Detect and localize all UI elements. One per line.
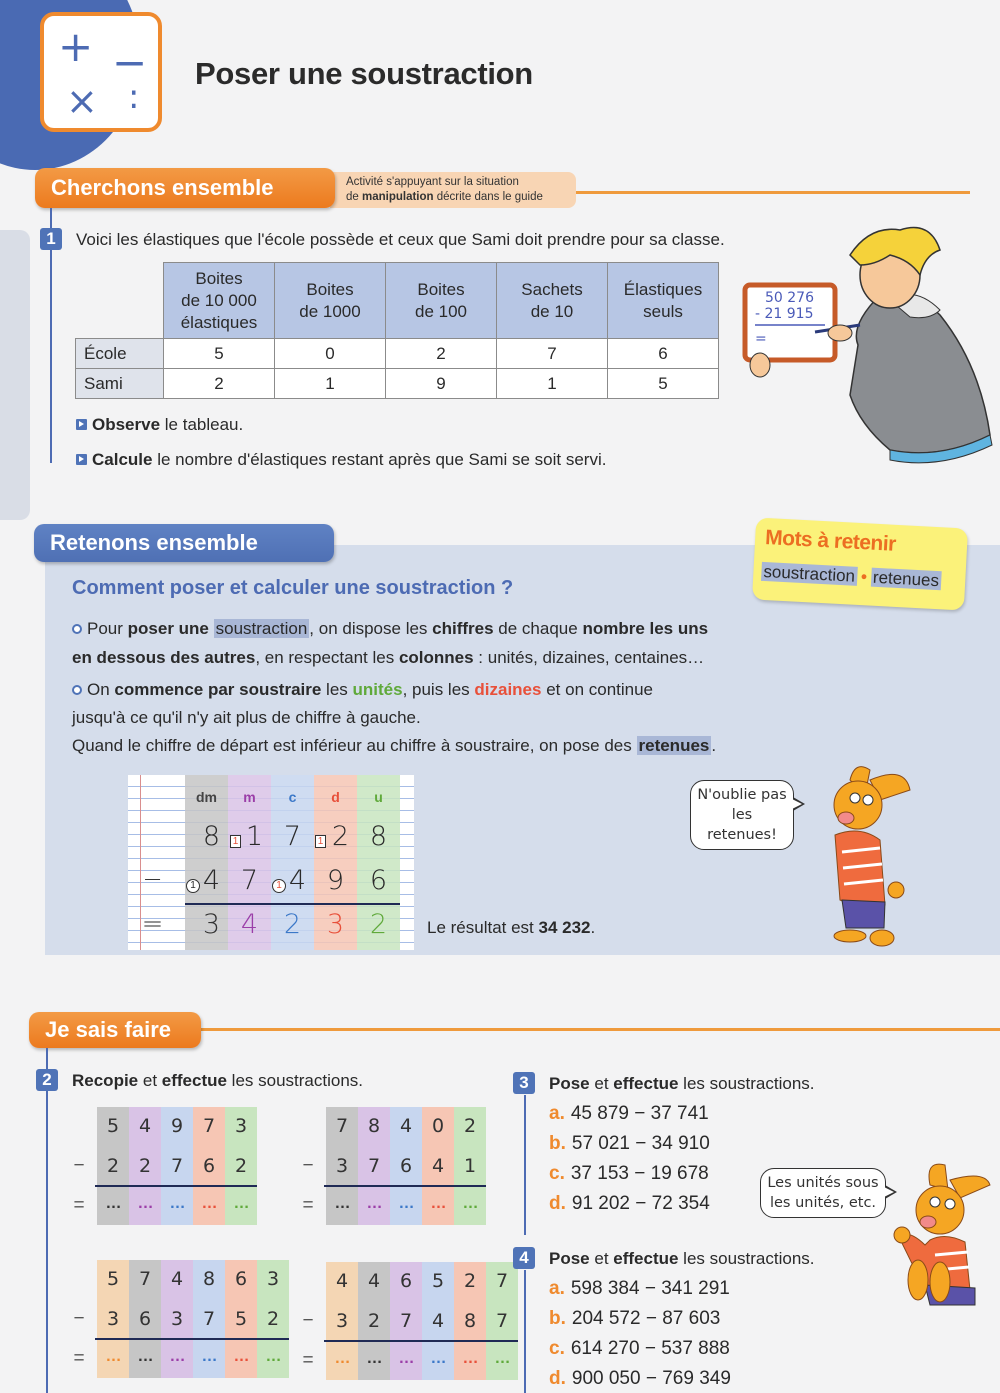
answer-placeholder: … [430,1195,446,1212]
times-icon: × [66,79,98,123]
digit: 4 [335,1270,349,1292]
digit: 3 [335,1310,349,1332]
answer-placeholder: … [169,1348,185,1365]
answer-placeholder: … [233,1195,249,1212]
instruction-observe: Observe le tableau. [76,415,243,435]
minus-sign: − [73,1155,85,1176]
equals-sign: = [73,1195,85,1216]
digit: 8 [367,1115,381,1137]
boy-with-slate-illustration [740,225,1000,465]
digit: 6 [399,1155,413,1177]
header-c: c [288,789,297,805]
answer-placeholder: … [462,1350,478,1367]
speech-bubble-unites: Les unités sous les unités, etc. [760,1168,886,1218]
exercise-number-4: 4 [513,1247,535,1269]
exercise-3-instruction: Pose et effectue les soustractions. [549,1074,815,1093]
digit: 4 [399,1115,413,1137]
digit: 2 [367,1310,381,1332]
result-rule [95,1338,289,1340]
answer-placeholder: … [398,1195,414,1212]
list-item: b. 204 572 − 87 603 [549,1308,721,1329]
digit: 7 [495,1310,509,1332]
digit: 5 [431,1270,445,1292]
table-row: École 5 0 2 7 6 [76,339,719,369]
exercise-rail [46,1048,48,1393]
answer-placeholder: … [105,1348,121,1365]
digit: 9 [170,1115,184,1137]
answer-placeholder: … [334,1350,350,1367]
digit: 7 [138,1268,152,1290]
exercise-3-list [549,1099,710,1219]
exercise-number-3: 3 [513,1072,535,1094]
rabbit-thinking-illustration [810,760,920,950]
digit: 3 [234,1115,248,1137]
section-divider [190,1028,1000,1031]
equals-sign: = [73,1348,85,1369]
digit: 3 [106,1308,120,1330]
rule-paragraph-2: On commence par soustraire les unités, puis les dizaines et on continue jusqu'à ce qu'il n'y ait plus de chiffre à gauche. Quand le chiffre de départ est inférieur au chiffre à soustraire, on pose des retenues . [72,680,717,755]
answer-placeholder: … [334,1195,350,1212]
rabbit-sitting-illustration [890,1160,1000,1310]
digit: 2 [463,1115,477,1137]
minus-sign: − [302,1310,314,1331]
digit: 3 [266,1268,280,1290]
exercise-2-instruction: Recopie et effectue les soustractions. [72,1071,364,1090]
answer-placeholder: … [398,1350,414,1367]
slate-line-1: 50 276 [765,290,814,306]
exercise-4-list [549,1274,731,1393]
digit: 6 [234,1268,248,1290]
result-rule [324,1185,486,1187]
section-tag-je-sais-faire: Je sais faire [29,1012,201,1048]
answer-placeholder: … [366,1350,382,1367]
answer-placeholder: … [201,1195,217,1212]
carry-box: 1 [315,835,326,848]
keyword-soustraction: soustraction [762,561,856,586]
exercise-4-instruction: Pose et effectue les soustractions. [549,1249,815,1268]
digit: 8 [463,1310,477,1332]
elastics-table [75,262,719,399]
answer-placeholder: … [430,1350,446,1367]
list-item: c. 614 270 − 537 888 [549,1338,730,1359]
exercise-number-2: 2 [36,1069,58,1091]
header-m: m [243,789,256,805]
digit: 3 [170,1308,184,1330]
answer-placeholder: … [462,1195,478,1212]
retenons-question: Comment poser et calculer une soustraction ? [72,577,514,599]
section-tag-cherchons: Cherchons ensemble [35,168,335,208]
instruction-calcule: Calcule le nombre d'élastiques restant après que Sami se soit servi. [76,450,606,470]
header-d: d [331,789,340,805]
digit: 4 [431,1155,445,1177]
digit: 7 [367,1155,381,1177]
section-tag-retenons: Retenons ensemble [34,524,334,562]
digit: 4 [367,1270,381,1292]
col-header: Élastiques seuls [608,263,719,339]
answer-placeholder: … [169,1195,185,1212]
digit: 7 [202,1115,216,1137]
answer-placeholder: … [137,1195,153,1212]
carry-circle: 1 [186,879,200,893]
digit: 2 [138,1155,152,1177]
digit: 0 [431,1115,445,1137]
digit: 4 [170,1268,184,1290]
slate-line-3: = [755,331,767,347]
digit: 7 [335,1115,349,1137]
list-item: a. 598 384 − 341 291 [549,1278,730,1299]
result-statement: Le résultat est 34 232. [427,918,596,937]
digit: 4 [431,1310,445,1332]
answer-placeholder: … [233,1348,249,1365]
keyword-retenues: retenues [872,567,940,591]
answer-placeholder: … [366,1195,382,1212]
digit: 6 [399,1270,413,1292]
minus-sign: − [142,865,163,893]
exercise-number-1: 1 [40,228,62,250]
answer-placeholder: … [201,1348,217,1365]
answer-placeholder: … [105,1195,121,1212]
divide-icon: : [128,77,140,117]
exercise-1-intro: Voici les élastiques que l'école possède et ceux que Sami doit prendre pour sa classe. [76,230,725,249]
slate-line-2: - 21 915 [755,306,814,322]
activity-note: Activité s'appuyant sur la situation de manipulation décrite dans le guide [330,172,576,208]
minus-icon: − [112,38,148,87]
list-item: d. 900 050 − 769 349 [549,1368,731,1389]
minus-sign: − [302,1155,314,1176]
header-u: u [374,789,383,805]
arrow-bullet-icon [76,454,87,465]
digit: 2 [266,1308,280,1330]
operations-icon [40,12,162,132]
digit: 7 [170,1155,184,1177]
result-rule [324,1340,518,1342]
list-item: a. 45 879 − 37 741 [549,1103,709,1124]
table-row: Sami 2 1 9 1 5 [76,369,719,399]
digit: 8 [202,1268,216,1290]
result-rule [185,903,400,905]
minus-sign: − [73,1308,85,1329]
digit: 6 [202,1155,216,1177]
plus-icon: + [58,22,94,71]
exercise-rail [524,1095,526,1235]
equals-sign: = [302,1350,314,1371]
digit: 5 [106,1268,120,1290]
equals-sign: = [302,1195,314,1216]
digit: 7 [399,1310,413,1332]
digit: 2 [463,1270,477,1292]
result-rule [95,1185,257,1187]
digit: 7 [202,1308,216,1330]
carry-circle: 1 [272,879,286,893]
rule-paragraph-1: Pour poser une soustraction , on dispose les chiffres de chaque nombre les uns en dessous des autres, en respectant les colonnes : unités, dizaines, centaines… [72,619,709,667]
carry-box: 1 [230,835,241,848]
list-item: b. 57 021 − 34 910 [549,1133,710,1154]
header-dm: dm [196,789,217,805]
exercise-rail [524,1270,526,1393]
digit: 7 [495,1270,509,1292]
answer-placeholder: … [494,1350,510,1367]
mots-title: Mots à retenir [764,526,897,556]
worked-subtraction-example: dm m c d u 8 1 7 2 8 1 1 − 4 7 4 9 6 1 1 = 3 4 2 3 2 [128,775,414,950]
digit: 2 [106,1155,120,1177]
side-decoration [0,230,30,520]
digit: 1 [463,1155,477,1177]
digit: 5 [234,1308,248,1330]
arrow-bullet-icon [76,419,87,430]
digit: 5 [106,1115,120,1137]
list-item: c. 37 153 − 19 678 [549,1163,709,1184]
speech-bubble-retenues: N'oublie pas les retenues! [690,780,794,850]
equals-sign: = [141,909,164,939]
circle-bullet-icon [72,685,82,695]
col-header: Boites de 10 000 élastiques [164,263,275,339]
digit: 3 [335,1155,349,1177]
section-divider [560,191,970,194]
col-header: Boites de 1000 [275,263,386,339]
digit: 2 [234,1155,248,1177]
answer-placeholder: … [265,1348,281,1365]
mots-a-retenir-box: Mots à retenir soustraction • retenues [752,518,968,611]
list-item: d. 91 202 − 72 354 [549,1193,710,1214]
digit: 4 [138,1115,152,1137]
col-header: Sachets de 10 [497,263,608,339]
answer-placeholder: … [137,1348,153,1365]
col-header: Boites de 100 [386,263,497,339]
page-title: Poser une soustraction [195,56,533,91]
digit: 6 [138,1308,152,1330]
circle-bullet-icon [72,624,82,634]
